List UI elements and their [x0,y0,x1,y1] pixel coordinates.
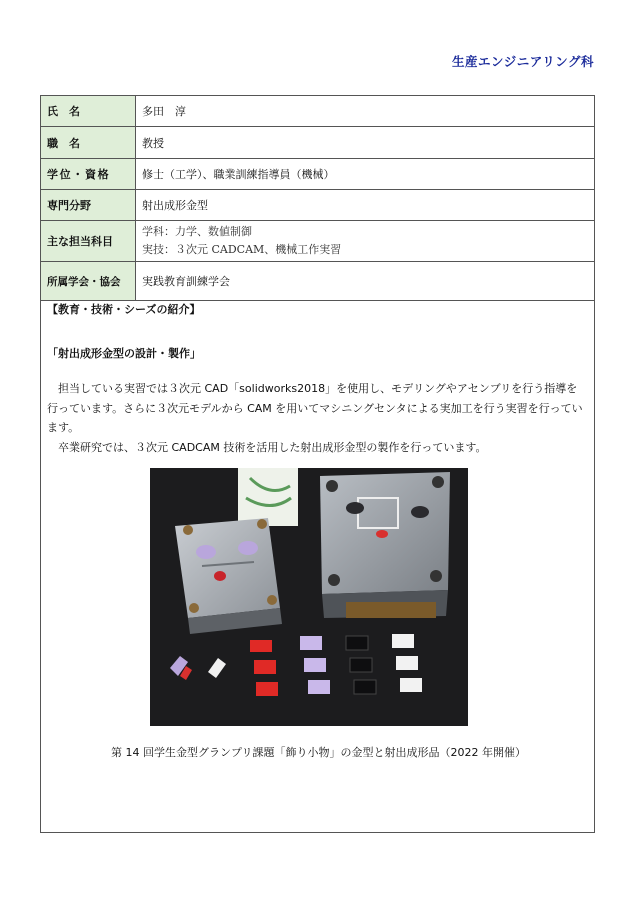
society-label: 所属学会・協会 [41,262,136,301]
row-degree [41,159,594,190]
intro-paragraph-1: 担当している実習では３次元 CAD「solidworks2018」を使用し、モデリングやアセンブリを行う指導を行っています。さらに３次元モデルから CAM を用いてマシニングセンタによる実加工を行う実習を行っています。 [47,382,583,434]
row-field [41,190,594,221]
department-title: 生産エンジニアリング科 [452,54,594,69]
subjects-value [136,221,595,262]
degree-value: 修士（工学）、職業訓練指導員（機械） [136,159,595,190]
intro-heading: 【教育・技術・シーズの紹介】 [47,303,201,316]
field-value: 射出成形金型 [136,190,595,221]
intro-section [47,301,587,457]
intro-subheading: 「射出成形金型の設計・製作」 [47,347,201,360]
mold-photo-illustration [150,468,468,726]
field-label: 専門分野 [41,190,136,221]
title-label: 職 名 [41,127,136,159]
subjects-label: 主な担当科目 [41,221,136,262]
subjects-line-2: 実技：３次元 CADCAM、機械工作実習 [142,243,342,256]
profile-sheet [40,95,595,833]
society-value: 実践教育訓練学会 [136,262,595,301]
title-value: 教授 [136,127,595,159]
row-society [41,262,594,301]
row-title [41,127,594,159]
intro-paragraph-2: 卒業研究では、３次元 CADCAM 技術を活用した射出成形金型の製作を行っています。 [58,440,487,454]
profile-table [41,96,594,301]
name-value: 多田 淳 [136,96,595,127]
name-label: 氏 名 [41,96,136,127]
row-name [41,96,594,127]
photo-caption: 第 14 回学生金型グランプリ課題「飾り小物」の金型と射出成形品（2022 年開催） [110,746,527,759]
mold-photo [150,468,468,726]
row-subjects [41,221,594,262]
subjects-line-1: 学科：力学、数値制御 [142,225,252,238]
degree-label: 学位・資格 [41,159,136,190]
